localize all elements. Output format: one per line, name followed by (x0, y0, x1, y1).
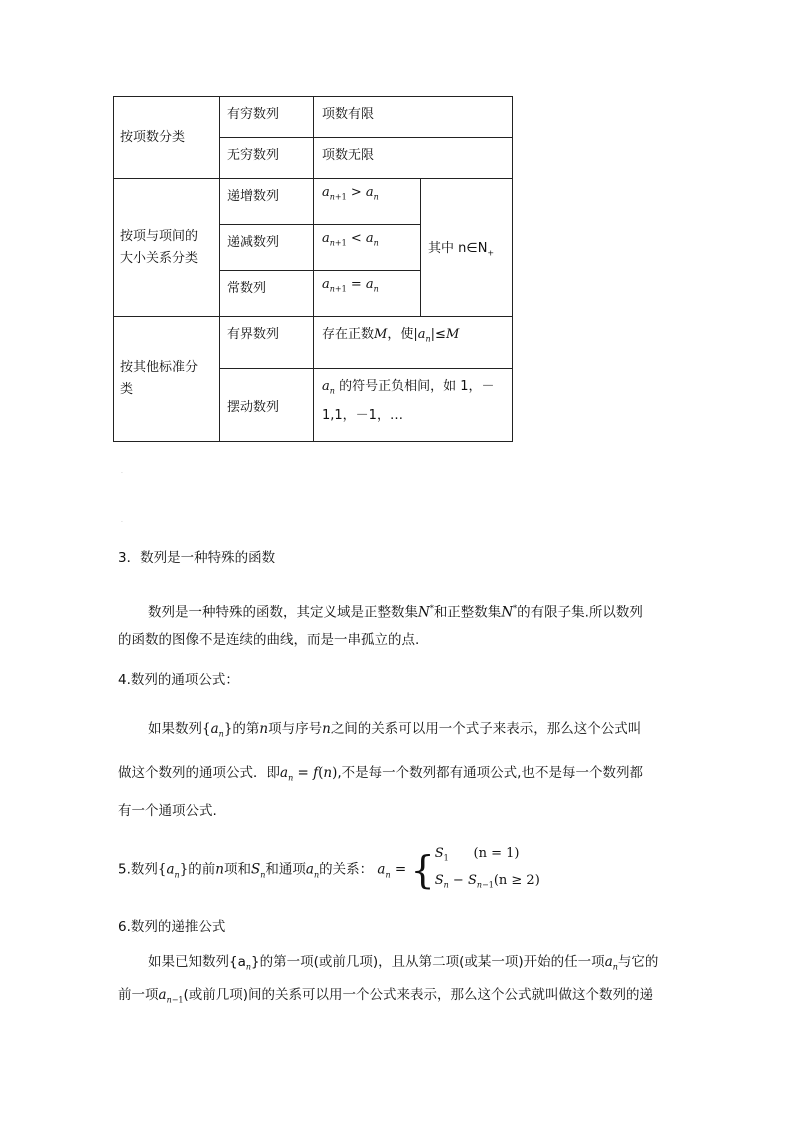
infinite-sequence-desc: 项数无限 (314, 138, 513, 179)
increasing-relation: $a_{n+1} > a_n$ (314, 179, 421, 225)
section5-paragraph: 5.数列$\{a_n\}$的前n项和$S_n$和通项$a_n$的关系： $a_n$ = { $S_1$ (n = 1) $S_n - S_{n-1}(n \ge 2)$ (118, 846, 540, 892)
bounded-sequence-desc: 存在正数M，使$|a_n|\le M$ (314, 317, 513, 369)
section4-paragraph-line3: 有一个通项公式. (118, 803, 217, 819)
infinite-sequence-label: 无穷数列 (220, 138, 314, 179)
sequence-classification-table (113, 96, 513, 442)
section4-paragraph-line1: 如果数列$\{a_n\}$的第n项与序号n之间的关系可以用一个式子来表示，那么这个公式叫 (148, 721, 642, 739)
category-label-line2: 大小关系分类 (120, 250, 199, 266)
oscillating-sequence-desc: $a_n$ 的符号正负相间，如 1，－ 1,1，－1，… (314, 369, 513, 442)
bounded-sequence-label: 有界数列 (220, 317, 314, 369)
category-by-size-relation (114, 179, 220, 317)
increasing-sequence-label: 递增数列 (220, 179, 314, 225)
category-label-line1: 按其他标准分 (120, 360, 199, 375)
section6-heading: 6.数列的递推公式 (118, 919, 226, 935)
section6-paragraph-line2: 前一项$a_{n-1}$(或前几项)间的关系可以用一个公式来表示，那么这个公式就叫做这个数列的递 (118, 987, 654, 1005)
table-row (114, 179, 513, 225)
category-by-other-criteria (114, 317, 220, 442)
section6-paragraph-line1: 如果已知数列$\{a_n\}$的第一项(或前几项)，且从第二项(或某一项)开始的任一项$a_n$与它的 (148, 954, 659, 972)
margin-mark: · (121, 470, 123, 477)
category-label-line1: 按项与项间的 (120, 228, 199, 244)
constant-sequence-label: 常数列 (220, 271, 314, 317)
section3-heading: 3．数列是一种特殊的函数 (118, 550, 276, 566)
constant-relation: $a_{n+1} = a_n$ (314, 271, 421, 317)
finite-sequence-desc: 项数有限 (314, 97, 513, 138)
category-label-line2: 类 (120, 382, 134, 397)
table-row (114, 317, 513, 369)
margin-mark: · (121, 519, 123, 526)
oscillating-sequence-label: 摆动数列 (220, 369, 314, 442)
table-row (114, 97, 513, 138)
section3-paragraph-line1: 数列是一种特殊的函数，其定义域是正整数集N*和正整数集N*的有限子集.所以数列 (148, 604, 643, 621)
category-by-term-count: 按项数分类 (114, 97, 220, 179)
decreasing-sequence-label: 递减数列 (220, 225, 314, 271)
section4-paragraph-line2: 做这个数列的通项公式．即$a_n = f(n)$,不是每一个数列都有通项公式,也不是每一个数列都 (118, 765, 643, 783)
finite-sequence-label: 有穷数列 (220, 97, 314, 138)
section3-paragraph-line2: 的函数的图像不是连续的曲线，而是一串孤立的点. (118, 632, 420, 648)
decreasing-relation: $a_{n+1} < a_n$ (314, 225, 421, 271)
section4-heading: 4.数列的通项公式： (118, 672, 239, 688)
natural-number-note: 其中 $n\in N_+$ (421, 179, 513, 317)
